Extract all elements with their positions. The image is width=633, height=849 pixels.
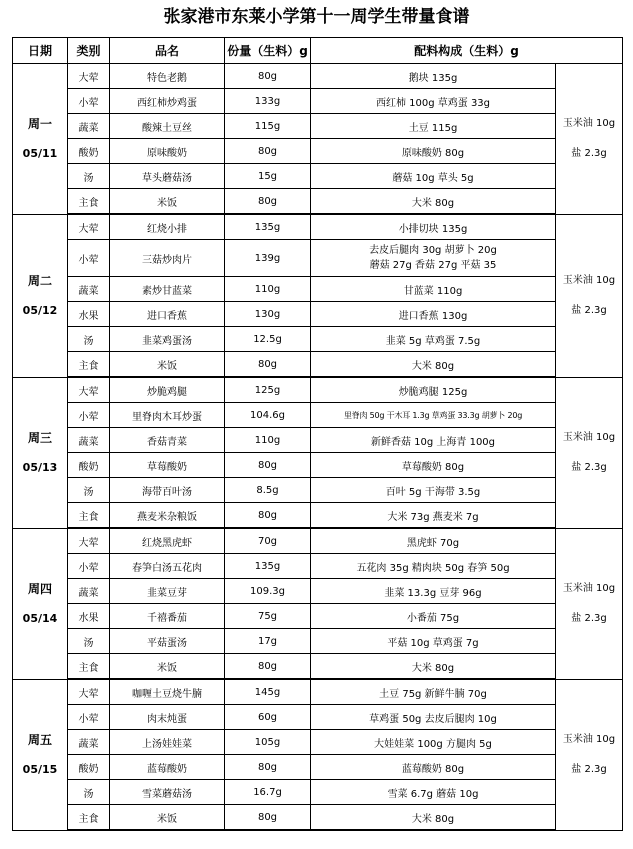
ingredient-line: 黑虎虾 70g bbox=[406, 537, 460, 549]
dish-cell: 红烧黑虎虾 bbox=[110, 528, 225, 554]
ingredients-cell bbox=[311, 528, 556, 554]
condiment-salt: 盐 2.3g bbox=[571, 304, 607, 316]
ingredients-cell bbox=[311, 302, 556, 327]
ingredient-line: 韭菜 5g 草鸡蛋 7.5g bbox=[385, 335, 481, 347]
dish-cell: 素炒甘蓝菜 bbox=[110, 277, 225, 302]
category-cell: 大荤 bbox=[68, 214, 110, 240]
dish-cell: 原味酸奶 bbox=[110, 139, 225, 164]
ingredients-cell bbox=[311, 164, 556, 189]
portion-cell: 80g bbox=[225, 654, 311, 680]
condiment-oil: 玉米油 10g bbox=[562, 431, 616, 443]
dish-cell: 平菇蛋汤 bbox=[110, 629, 225, 654]
menu-row bbox=[13, 730, 623, 755]
portion-cell: 80g bbox=[225, 139, 311, 164]
category-cell: 小荤 bbox=[68, 705, 110, 730]
dish-cell: 草头蘑菇汤 bbox=[110, 164, 225, 189]
portion-cell: 70g bbox=[225, 528, 311, 554]
category-cell: 酸奶 bbox=[68, 755, 110, 780]
dish-cell: 米饭 bbox=[110, 654, 225, 680]
category-cell: 酸奶 bbox=[68, 139, 110, 164]
ingredients-cell bbox=[311, 214, 556, 240]
category-cell: 水果 bbox=[68, 302, 110, 327]
dish-cell: 咖喱土豆烧牛腩 bbox=[110, 679, 225, 705]
ingredient-line: 大米 80g bbox=[411, 360, 455, 372]
menu-row bbox=[13, 89, 623, 114]
menu-row bbox=[13, 528, 623, 554]
ingredients-cell bbox=[311, 428, 556, 453]
condiment-cell bbox=[556, 64, 623, 215]
condiment-oil: 玉米油 10g bbox=[562, 582, 616, 594]
dish-cell: 米饭 bbox=[110, 189, 225, 215]
category-cell: 大荤 bbox=[68, 528, 110, 554]
ingredient-line: 进口香蕉 130g bbox=[398, 310, 468, 322]
portion-cell: 16.7g bbox=[225, 780, 311, 805]
ingredients-cell bbox=[311, 554, 556, 579]
page-title: 张家港市东莱小学第十一周学生带量食谱 bbox=[163, 7, 470, 27]
ingredient-line: 里脊肉 50g 干木耳 1.3g 草鸡蛋 33.3g 胡萝卜 20g bbox=[343, 410, 523, 420]
ingredients-cell bbox=[311, 277, 556, 302]
condiment-salt: 盐 2.3g bbox=[571, 612, 607, 624]
header-row bbox=[13, 38, 623, 64]
ingredients-cell bbox=[311, 730, 556, 755]
portion-cell: 75g bbox=[225, 604, 311, 629]
day-cell bbox=[13, 528, 68, 679]
category-cell: 大荤 bbox=[68, 679, 110, 705]
ingredients-cell bbox=[311, 503, 556, 529]
menu-row bbox=[13, 805, 623, 831]
condiment-cell bbox=[556, 528, 623, 679]
portion-cell: 80g bbox=[225, 352, 311, 378]
condiment-salt: 盐 2.3g bbox=[571, 147, 607, 159]
condiment-cell bbox=[556, 377, 623, 528]
category-cell: 蔬菜 bbox=[68, 114, 110, 139]
ingredient-line: 蘑菇 27g 香菇 27g 平菇 35 bbox=[369, 260, 497, 271]
portion-cell: 135g bbox=[225, 554, 311, 579]
ingredient-line: 土豆 75g 新鲜牛腩 70g bbox=[379, 688, 487, 700]
ingredients-cell bbox=[311, 755, 556, 780]
dish-cell: 雪菜蘑菇汤 bbox=[110, 780, 225, 805]
dish-cell: 米饭 bbox=[110, 352, 225, 378]
portion-cell: 17g bbox=[225, 629, 311, 654]
portion-cell: 15g bbox=[225, 164, 311, 189]
menu-row bbox=[13, 780, 623, 805]
portion-cell: 109.3g bbox=[225, 579, 311, 604]
menu-row bbox=[13, 64, 623, 89]
ingredient-line: 西红柿 100g 草鸡蛋 33g bbox=[375, 97, 491, 109]
category-cell: 蔬菜 bbox=[68, 277, 110, 302]
portion-cell: 110g bbox=[225, 277, 311, 302]
ingredients-cell bbox=[311, 604, 556, 629]
portion-cell: 125g bbox=[225, 377, 311, 403]
portion-cell: 139g bbox=[225, 240, 311, 277]
ingredients-cell bbox=[311, 453, 556, 478]
day-cell bbox=[13, 64, 68, 215]
ingredients-cell bbox=[311, 579, 556, 604]
menu-row bbox=[13, 428, 623, 453]
menu-row bbox=[13, 327, 623, 352]
ingredient-line: 新鲜香菇 10g 上海青 100g bbox=[370, 436, 496, 448]
ingredients-cell bbox=[311, 139, 556, 164]
ingredient-line: 甘蓝菜 110g bbox=[403, 285, 463, 297]
portion-cell: 60g bbox=[225, 705, 311, 730]
menu-row bbox=[13, 352, 623, 378]
menu-table bbox=[12, 37, 623, 831]
dish-cell: 上汤娃娃菜 bbox=[110, 730, 225, 755]
day-date: 05/12 bbox=[22, 303, 58, 317]
menu-row bbox=[13, 302, 623, 327]
dish-cell: 韭菜豆芽 bbox=[110, 579, 225, 604]
dish-cell: 西红柿炒鸡蛋 bbox=[110, 89, 225, 114]
category-cell: 主食 bbox=[68, 189, 110, 215]
condiment-oil: 玉米油 10g bbox=[562, 733, 616, 745]
category-cell: 汤 bbox=[68, 327, 110, 352]
ingredients-cell bbox=[311, 189, 556, 215]
dish-cell: 炒脆鸡腿 bbox=[110, 377, 225, 403]
ingredients-cell bbox=[311, 89, 556, 114]
day-name: 周四 bbox=[27, 581, 52, 596]
portion-cell: 104.6g bbox=[225, 403, 311, 428]
ingredient-line: 雪菜 6.7g 蘑菇 10g bbox=[387, 788, 479, 800]
category-cell: 大荤 bbox=[68, 377, 110, 403]
dish-cell: 燕麦米杂粮饭 bbox=[110, 503, 225, 529]
category-cell: 主食 bbox=[68, 805, 110, 831]
ingredients-cell bbox=[311, 64, 556, 89]
dish-cell: 特色老鹅 bbox=[110, 64, 225, 89]
dish-cell: 米饭 bbox=[110, 805, 225, 831]
menu-row bbox=[13, 579, 623, 604]
ingredients-cell bbox=[311, 478, 556, 503]
dish-cell: 红烧小排 bbox=[110, 214, 225, 240]
menu-row bbox=[13, 453, 623, 478]
ingredient-line: 大娃娃菜 100g 方腿肉 5g bbox=[374, 738, 492, 750]
dish-cell: 春笋白汤五花肉 bbox=[110, 554, 225, 579]
portion-cell: 80g bbox=[225, 64, 311, 89]
category-cell: 主食 bbox=[68, 503, 110, 529]
condiment-cell bbox=[556, 214, 623, 377]
day-name: 周二 bbox=[27, 273, 52, 288]
ingredient-line: 小番茄 75g bbox=[406, 612, 460, 624]
menu-row bbox=[13, 478, 623, 503]
portion-cell: 80g bbox=[225, 755, 311, 780]
menu-row bbox=[13, 654, 623, 680]
condiment-oil: 玉米油 10g bbox=[562, 117, 616, 129]
ingredient-line: 大米 80g bbox=[411, 813, 455, 825]
ingredients-cell bbox=[311, 114, 556, 139]
category-cell: 小荤 bbox=[68, 554, 110, 579]
ingredient-line: 大米 80g bbox=[411, 662, 455, 674]
portion-cell: 115g bbox=[225, 114, 311, 139]
category-cell: 小荤 bbox=[68, 89, 110, 114]
category-cell: 汤 bbox=[68, 478, 110, 503]
menu-row bbox=[13, 503, 623, 529]
dish-cell: 韭菜鸡蛋汤 bbox=[110, 327, 225, 352]
day-cell bbox=[13, 214, 68, 377]
ingredient-line: 小排切块 135g bbox=[398, 223, 468, 235]
ingredient-line: 蘑菇 10g 草头 5g bbox=[392, 172, 474, 184]
day-date: 05/13 bbox=[22, 460, 58, 474]
ingredient-line: 草鸡蛋 50g 去皮后腿肉 10g bbox=[369, 713, 497, 725]
portion-cell: 135g bbox=[225, 214, 311, 240]
portion-cell: 80g bbox=[225, 189, 311, 215]
day-cell bbox=[13, 679, 68, 830]
dish-cell: 肉末炖蛋 bbox=[110, 705, 225, 730]
menu-row bbox=[13, 164, 623, 189]
menu-row bbox=[13, 377, 623, 403]
menu-row bbox=[13, 705, 623, 730]
ingredient-line: 五花肉 35g 精肉块 50g 春笋 50g bbox=[356, 562, 510, 574]
day-name: 周五 bbox=[27, 732, 52, 747]
ingredient-line: 炒脆鸡腿 125g bbox=[398, 386, 468, 398]
ingredient-line: 韭菜 13.3g 豆芽 96g bbox=[384, 587, 482, 599]
dish-cell: 进口香蕉 bbox=[110, 302, 225, 327]
ingredient-line: 百叶 5g 干海带 3.5g bbox=[385, 486, 481, 498]
portion-cell: 12.5g bbox=[225, 327, 311, 352]
ingredient-line: 草莓酸奶 80g bbox=[401, 461, 465, 473]
menu-row bbox=[13, 240, 623, 277]
category-cell: 蔬菜 bbox=[68, 730, 110, 755]
ingredients-cell bbox=[311, 780, 556, 805]
dish-cell: 千禧番茄 bbox=[110, 604, 225, 629]
day-name: 周一 bbox=[27, 116, 52, 131]
day-cell bbox=[13, 377, 68, 528]
portion-cell: 110g bbox=[225, 428, 311, 453]
portion-cell: 105g bbox=[225, 730, 311, 755]
condiment-oil: 玉米油 10g bbox=[562, 274, 616, 286]
category-cell: 大荤 bbox=[68, 64, 110, 89]
dish-cell: 酸辣土豆丝 bbox=[110, 114, 225, 139]
condiment-cell bbox=[556, 679, 623, 830]
ingredient-line: 鹅块 135g bbox=[408, 72, 458, 84]
ingredients-cell bbox=[311, 327, 556, 352]
portion-cell: 8.5g bbox=[225, 478, 311, 503]
menu-row bbox=[13, 189, 623, 215]
dish-cell: 香菇青菜 bbox=[110, 428, 225, 453]
ingredient-line: 大米 80g bbox=[411, 197, 455, 209]
ingredients-cell bbox=[311, 403, 556, 428]
menu-row bbox=[13, 629, 623, 654]
header-portion: 份量（生料）g bbox=[225, 38, 311, 64]
portion-cell: 80g bbox=[225, 805, 311, 831]
day-date: 05/15 bbox=[22, 762, 58, 776]
category-cell: 主食 bbox=[68, 352, 110, 378]
category-cell: 小荤 bbox=[68, 240, 110, 277]
category-cell: 主食 bbox=[68, 654, 110, 680]
category-cell: 汤 bbox=[68, 164, 110, 189]
menu-row bbox=[13, 114, 623, 139]
dish-cell: 海带百叶汤 bbox=[110, 478, 225, 503]
condiment-salt: 盐 2.3g bbox=[571, 763, 607, 775]
day-name: 周三 bbox=[27, 430, 52, 445]
ingredients-cell bbox=[311, 705, 556, 730]
ingredients-cell bbox=[311, 679, 556, 705]
ingredients-cell bbox=[311, 240, 556, 277]
portion-cell: 80g bbox=[225, 453, 311, 478]
menu-row bbox=[13, 554, 623, 579]
ingredients-cell bbox=[311, 654, 556, 680]
category-cell: 蔬菜 bbox=[68, 579, 110, 604]
menu-body bbox=[13, 64, 623, 831]
dish-cell: 草莓酸奶 bbox=[110, 453, 225, 478]
ingredients-cell bbox=[311, 377, 556, 403]
ingredients-cell bbox=[311, 352, 556, 378]
ingredient-line: 平菇 10g 草鸡蛋 7g bbox=[387, 637, 479, 649]
dish-cell: 三菇炒肉片 bbox=[110, 240, 225, 277]
header-category: 类别 bbox=[68, 38, 110, 64]
header-dish: 品名 bbox=[110, 38, 225, 64]
category-cell: 汤 bbox=[68, 629, 110, 654]
ingredients-cell bbox=[311, 629, 556, 654]
ingredients-cell bbox=[311, 805, 556, 831]
dish-cell: 里脊肉木耳炒蛋 bbox=[110, 403, 225, 428]
category-cell: 蔬菜 bbox=[68, 428, 110, 453]
header-ingredients: 配料构成（生料）g bbox=[311, 38, 623, 64]
portion-cell: 80g bbox=[225, 503, 311, 529]
dish-cell: 蓝莓酸奶 bbox=[110, 755, 225, 780]
menu-row bbox=[13, 277, 623, 302]
category-cell: 水果 bbox=[68, 604, 110, 629]
menu-row bbox=[13, 604, 623, 629]
portion-cell: 145g bbox=[225, 679, 311, 705]
category-cell: 酸奶 bbox=[68, 453, 110, 478]
menu-row bbox=[13, 403, 623, 428]
ingredient-line: 原味酸奶 80g bbox=[401, 147, 465, 159]
ingredient-line: 蓝莓酸奶 80g bbox=[401, 763, 465, 775]
menu-row bbox=[13, 755, 623, 780]
menu-row bbox=[13, 214, 623, 240]
ingredient-line: 大米 73g 燕麦米 7g bbox=[387, 511, 479, 523]
condiment-salt: 盐 2.3g bbox=[571, 461, 607, 473]
header-date: 日期 bbox=[13, 38, 68, 64]
portion-cell: 130g bbox=[225, 302, 311, 327]
ingredient-line: 去皮后腿肉 30g 胡萝卜 20g bbox=[369, 245, 497, 256]
day-date: 05/14 bbox=[22, 611, 58, 625]
menu-row bbox=[13, 139, 623, 164]
portion-cell: 133g bbox=[225, 89, 311, 114]
category-cell: 汤 bbox=[68, 780, 110, 805]
ingredient-line: 土豆 115g bbox=[408, 122, 458, 134]
category-cell: 小荤 bbox=[68, 403, 110, 428]
menu-row bbox=[13, 679, 623, 705]
day-date: 05/11 bbox=[22, 146, 58, 160]
